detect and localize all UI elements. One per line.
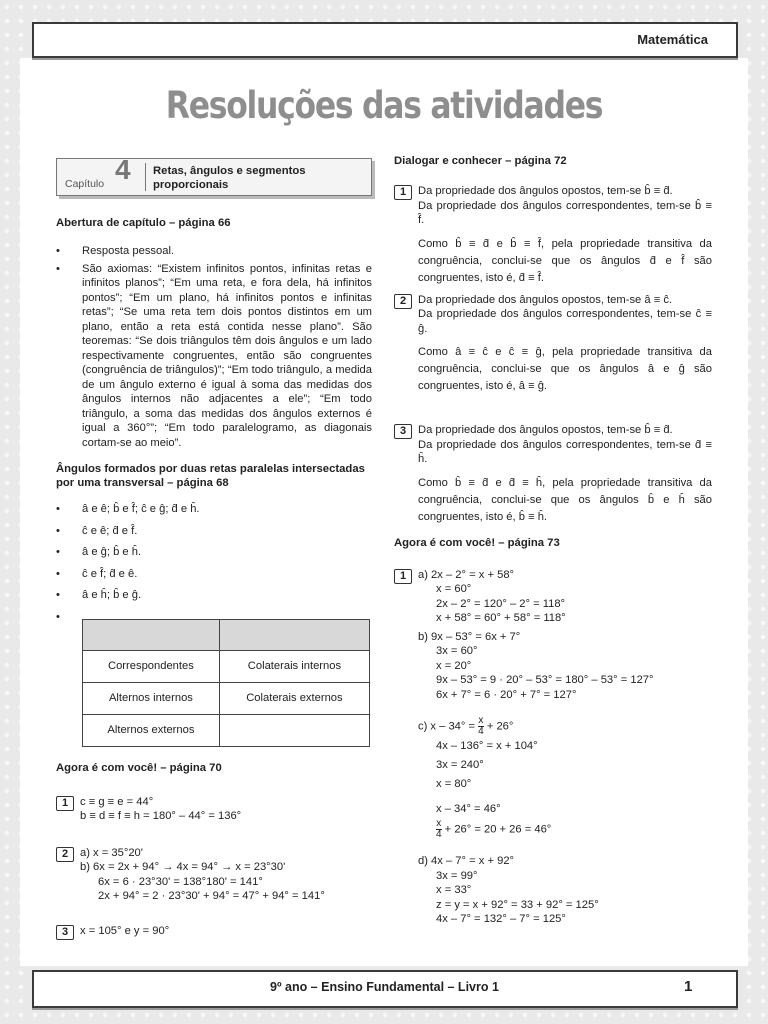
answer-line: b) 9x – 53° = 6x + 7° [418, 630, 521, 643]
exercise-number: 1 [394, 185, 412, 200]
equation-text: + 26° = 20 + 26 = 46° [444, 823, 552, 836]
answer-line: x + 58° = 60° + 58° = 118° [436, 612, 566, 624]
chapter-title-line: Retas, ângulos e segmentos [153, 165, 306, 177]
answer-line: 6x + 7° = 6 · 20° + 7° = 127° [436, 688, 577, 701]
section-heading: Agora é com você! – página 73 [394, 536, 560, 549]
answer-line: 3x = 60° [436, 645, 478, 657]
chapter-label: Capítulo [65, 178, 105, 190]
answer-line: Como b̂ ≡ d̂ e d̂ ≡ ĥ, pela propriedade transitiva da congruência, conclui-se que os ângulos b̂ e ĥ são congruentes, isto é, b̂ ≡ ĥ. [418, 476, 712, 523]
list-item: • Resposta pessoal. [56, 244, 372, 259]
exercise-item [394, 630, 712, 703]
answer-line: 6x = 6 · 23°30' = 138°180' = 141° [98, 875, 263, 888]
exercise-item [56, 924, 372, 939]
left-column [56, 154, 372, 946]
exercise-item [56, 846, 372, 904]
answer-line: 2x + 94° = 2 · 23°30' + 94° = 47° + 94° = 141° [98, 890, 325, 902]
answer-line: Da propriedade dos ângulos correspondentes, tem-se d̂ ≡ ĥ. [418, 438, 712, 465]
list-item: • â e ĥ; b̂ e ĝ. [56, 588, 372, 603]
answer-line: b) 6x = 2x + 94° → 4x = 94° → x = 23°30' [80, 861, 286, 873]
answer-line: x = 80° [436, 778, 472, 790]
list-item [56, 610, 372, 612]
answer-line [418, 716, 712, 737]
table-cell: Colaterais internos [219, 650, 369, 682]
fraction [436, 819, 442, 840]
footer-label: 9º ano – Ensino Fundamental – Livro 1 [270, 980, 499, 994]
subject-label: Matemática [637, 32, 708, 47]
list-item: • São axiomas: “Existem infinitos pontos, infinitas retas e infinitos planos”; “Em uma reta, e fora dela, há infinitos pontos”; “Em um plano, há infinitos pontos e infinitas retas”; “Se uma reta tem dois pontos distintos em um plano, então a reta está contida nesse plano”. São teoremas: “Se dois triângulos têm dois ângulos e um lado respectivamente congruentes, então são congruentes (congruência de triângulos)”; “Em todo triângulo, a medida de um ângulo externo é igual à soma das medidas dos ângulos internos não adjacentes a ele”; “Em todo triângulo, a soma das medidas dos ângulos externos é igual a 360°”; “Em todo paralelogramo, as diagonais cortam-se ao meio”. [56, 262, 372, 451]
section-heading: Agora é com você! – página 70 [56, 761, 222, 774]
answer-line: a) x = 35°20' [80, 846, 143, 859]
list-item: • ĉ e f̂; d̂ e ê. [56, 567, 372, 582]
table-row [83, 714, 370, 746]
table-row [83, 682, 370, 714]
answer-line: c ≡ g ≡ e = 44° [80, 795, 154, 808]
equation-text: c) x – 34° = [418, 720, 476, 733]
answer-line: x = 20° [436, 659, 472, 672]
answer-line: d) 4x – 7° = x + 92° [418, 855, 515, 867]
table-row [83, 650, 370, 682]
exercise-item [394, 423, 712, 526]
chapter-number: 4 [115, 154, 131, 185]
fraction [478, 716, 484, 737]
answer-line: x – 34° = 46° [436, 803, 501, 815]
exercise-number: 1 [394, 569, 412, 584]
answer-line: Como b̂ ≡ d̂ e b̂ ≡ f̂, pela propriedade transitiva da congruência, conclui-se que os ângulos d̂ e f̂ são congruentes, isto é, d̂ ≡ f̂. [418, 237, 712, 284]
answer-line: Da propriedade dos ângulos correspondentes, tem-se b̂ ≡ f̂. [418, 199, 712, 226]
chapter-title [153, 164, 353, 192]
exercise-item [394, 854, 712, 927]
answer-line: 9x – 53° = 9 · 20° – 53° = 180° – 53° = 127° [436, 674, 654, 686]
answer-line: x = 105° e y = 90° [80, 924, 170, 937]
exercise-number: 3 [56, 925, 74, 940]
answer-line: a) 2x – 2° = x + 58° [418, 568, 515, 581]
answer-line: 4x – 136° = x + 104° [436, 740, 538, 752]
answer-line [418, 819, 712, 840]
exercise-number: 2 [56, 847, 74, 862]
chapter-title-line: proporcionais [153, 179, 229, 191]
chapter-divider [145, 163, 146, 191]
page-title: Resoluções das atividades [165, 84, 603, 127]
fraction-denominator: 4 [436, 829, 442, 840]
answer-line: Da propriedade dos ângulos correspondentes, tem-se ĉ ≡ ĝ. [418, 308, 712, 335]
equation-text: + 26° [486, 720, 514, 733]
bullet-list [56, 244, 372, 450]
exercise-number: 3 [394, 424, 412, 439]
fraction-numerator: x [436, 818, 442, 829]
bullet-list [56, 502, 372, 612]
answer-line: Como â ≡ ĉ e ĉ ≡ ĝ, pela propriedade transitiva da congruência, conclui-se que os ângulos â e ĝ são congruentes, isto é, â ≡ ĝ. [418, 346, 712, 392]
exercise-item [56, 795, 372, 824]
answer-line: 4x – 7° = 132° – 7° = 125° [436, 913, 566, 925]
section-heading: Dialogar e conhecer – página 72 [394, 155, 567, 167]
exercise-item [394, 716, 712, 840]
right-column [394, 154, 712, 935]
fraction-numerator: x [478, 715, 484, 726]
chapter-box [56, 154, 372, 196]
exercise-item [394, 293, 712, 396]
list-item: • ĉ e ê; d̂ e f̂. [56, 524, 372, 539]
table-header-cell [219, 619, 369, 650]
angle-table [82, 619, 370, 747]
table-cell: Correspondentes [83, 650, 220, 682]
header-banner [32, 22, 738, 58]
answer-line: x = 60° [436, 583, 472, 595]
answer-line: Da propriedade dos ângulos opostos, tem-se b̂ ≡ d̂. [418, 185, 673, 197]
list-item: • â e ĝ; b̂ e ĥ. [56, 545, 372, 560]
table-cell [219, 714, 369, 746]
table-cell: Colaterais externos [219, 682, 369, 714]
answer-line: x = 33° [436, 884, 472, 896]
fraction-denominator: 4 [478, 726, 484, 737]
answer-line: Da propriedade dos ângulos opostos, tem-se â ≡ ĉ. [418, 293, 673, 306]
answer-line: 3x = 99° [436, 869, 478, 882]
list-item: • â e ê; b̂ e f̂; ĉ e ĝ; d̂ e ĥ. [56, 502, 372, 517]
answer-line: Da propriedade dos ângulos opostos, tem-se b̂ ≡ d̂. [418, 424, 673, 436]
exercise-item [394, 184, 712, 287]
table-cell: Alternos internos [83, 682, 220, 714]
answer-line: 3x = 240° [436, 759, 484, 771]
answer-line: z = y = x + 92° = 33 + 92° = 125° [436, 898, 599, 911]
exercise-number: 1 [56, 796, 74, 811]
page-number: 1 [684, 978, 693, 995]
table-header-row [83, 619, 370, 650]
section-heading: Ângulos formados por duas retas paralelas intersectadas por uma transversal – página 68 [56, 463, 365, 489]
exercise-number: 2 [394, 294, 412, 309]
table-cell: Alternos externos [83, 714, 220, 746]
answer-line: b ≡ d ≡ f ≡ h = 180° – 44° = 136° [80, 810, 242, 822]
section-heading: Abertura de capítulo – página 66 [56, 217, 231, 229]
table-header-cell [83, 619, 220, 650]
exercise-item [394, 568, 712, 626]
answer-line: 2x – 2° = 120° – 2° = 118° [436, 597, 566, 610]
